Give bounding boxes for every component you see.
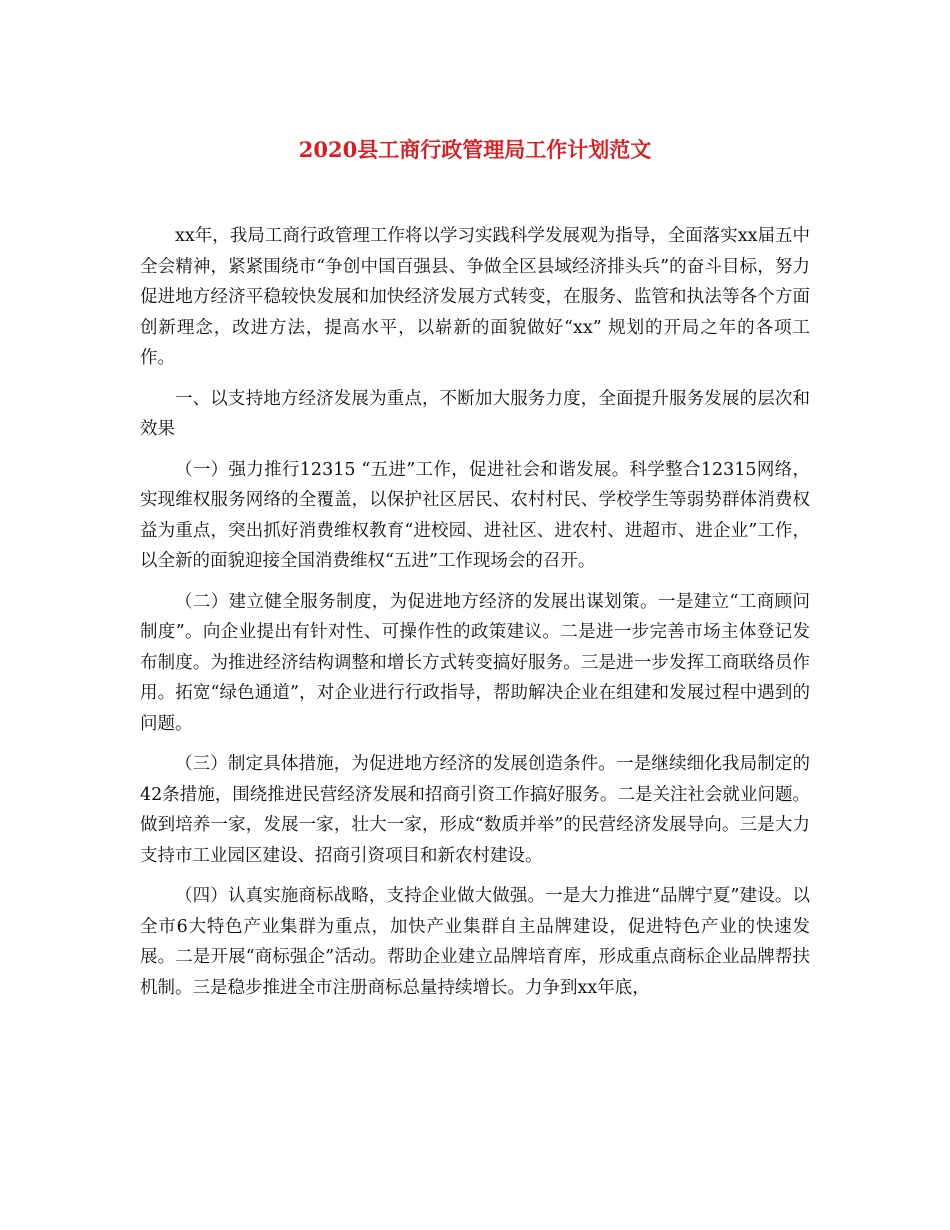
section-heading-1: 一、以支持地方经济发展为重点，不断加大服务力度，全面提升服务发展的层次和效果: [140, 388, 810, 439]
item-paragraph-1: （一）强力推行12315 “五进”工作，促进社会和谐发展。科学整合12315网络，实现维权服务网络的全覆盖，以保护社区居民、农村村民、学校学生等弱势群体消费权益为重点，突出抓好消费维权教育“进校园、进社区、进农村、进超市、进企业”工作，以全新的面貌迎接全国消费维权“五进”工作现场会的召开。: [140, 459, 810, 571]
document-title: 2020县工商行政管理局工作计划范文: [298, 137, 652, 162]
intro-paragraph: xx年，我局工商行政管理工作将以学习实践科学发展观为指导，全面落实xx届五中全会精神，紧紧围绕市“争创中国百强县、争做全区县域经济排头兵”的奋斗目标，努力促进地方经济平稳较快发展和加快经济发展方式转变，在服务、监管和执法等各个方面创新理念，改进方法，提高水平，以崭新的面貌做好“xx” 规划的开局之年的各项工作。: [140, 226, 810, 368]
item-paragraph-4: （四）认真实施商标战略，支持企业做大做强。一是大力推进“品牌宁夏”建设。以全市6大特色产业集群为重点，加快产业集群自主品牌建设，促进特色产业的快速发展。二是开展“商标强企”活动。帮助企业建立品牌培育库，形成重点商标企业品牌帮扶机制。三是稳步推进全市注册商标总量持续增长。力争到xx年底，: [140, 886, 810, 998]
item-paragraph-3: （三）制定具体措施，为促进地方经济的发展创造条件。一是继续细化我局制定的42条措施，围绕推进民营经济发展和招商引资工作搞好服务。二是关注社会就业问题。做到培养一家，发展一家，壮大一家，形成“数质并举”的民营经济发展导向。三是大力支持市工业园区建设、招商引资项目和新农村建设。: [140, 754, 810, 866]
document-body: [140, 221, 810, 1013]
item-paragraph-2: （二）建立健全服务制度，为促进地方经济的发展出谋划策。一是建立“工商顾问制度”。向企业提出有针对性、可操作性的政策建议。二是进一步完善市场主体登记发布制度。为推进经济结构调整和增长方式转变搞好服务。三是进一步发挥工商联络员作用。拓宽“绿色通道”，对企业进行行政指导，帮助解决企业在组建和发展过程中遇到的问题。: [140, 591, 810, 734]
